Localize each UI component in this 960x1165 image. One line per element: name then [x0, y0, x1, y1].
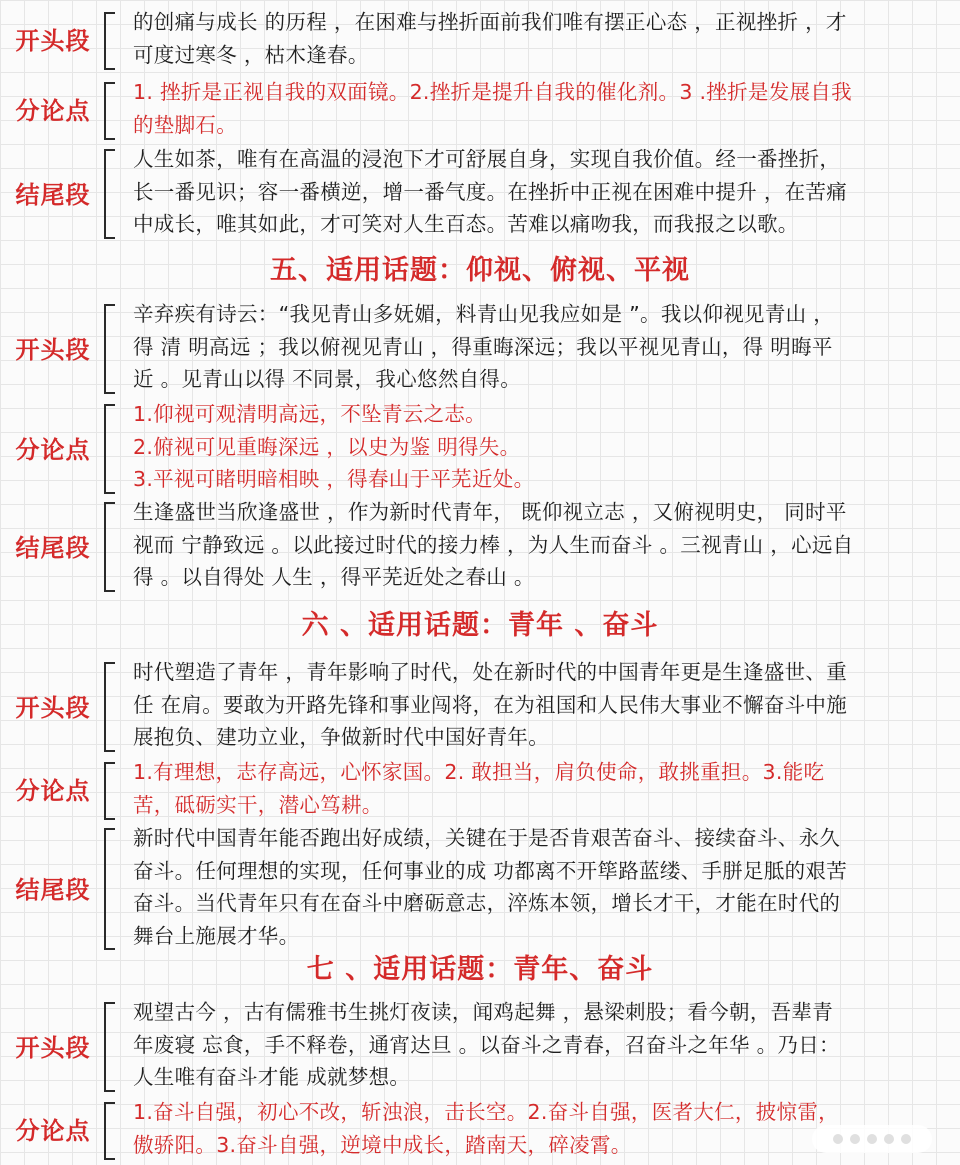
bracket-line	[104, 828, 115, 950]
text-line: 观望古今 ，古有儒雅书生挑灯夜读，闻鸡起舞 ，悬梁刺股；看今朝，吾辈青	[133, 1000, 834, 1024]
text-line: 1.仰视可观清明高远，不坠青云之志。	[133, 402, 486, 426]
text-line: 视而 宁静致远 。以此接过时代的接力棒 ，为人生而奋斗 。三视青山 ，心远自	[133, 532, 854, 557]
opening-paragraph-block	[0, 656, 960, 754]
text-line: 得 。以自得处 人生 ，得平芜近处之春山 。	[133, 565, 535, 590]
block-label: 结尾段	[15, 875, 91, 904]
text-line: 人生如茶，唯有在高温的浸泡下才可舒展自身，实现自我价值。经一番挫折，	[133, 147, 841, 171]
watermark-dot	[884, 1134, 894, 1144]
block-label: 开头段	[15, 693, 91, 722]
points-block	[0, 398, 960, 496]
block-label: 分论点	[15, 1117, 91, 1145]
block-label: 分论点	[15, 435, 91, 464]
bracket-line	[104, 662, 115, 752]
bracket-line	[104, 304, 115, 394]
bracket-line	[104, 502, 115, 592]
block-text	[133, 496, 943, 594]
closing-paragraph-block	[0, 822, 960, 952]
text-line: 任 在肩。要敢为开路先锋和事业闯将，在为祖国和人民伟大事业不懈奋斗中施	[133, 692, 848, 717]
block-label: 开头段	[15, 27, 91, 55]
closing-paragraph-block	[0, 496, 960, 594]
section-heading: 六 、适用话题：青年 、奋斗	[301, 610, 659, 641]
bracket-line	[104, 12, 115, 70]
watermark-dot	[850, 1134, 860, 1144]
text-line: 人生唯有奋斗才能 成就梦想。	[133, 1065, 411, 1090]
text-line: 苦，砥砺实干，潜心笃耕。	[133, 792, 383, 817]
block-label: 分论点	[15, 97, 91, 125]
text-line: 奋斗。当代青年只有在奋斗中磨砺意志，淬炼本领，增长才干，才能在时代的	[133, 891, 841, 916]
text-line: 的垫脚石。	[133, 112, 237, 137]
text-line: 舞台上施展才华。	[133, 923, 300, 948]
opening-paragraph-block	[0, 298, 960, 396]
block-text	[133, 822, 943, 952]
bracket-line	[104, 82, 115, 140]
watermark-dot	[901, 1134, 911, 1144]
block-label: 开头段	[15, 1033, 91, 1062]
opening-paragraph-block	[0, 996, 960, 1094]
text-line: 新时代中国青年能否跑出好成绩，关键在于是否肯艰苦奋斗、接续奋斗、永久	[133, 826, 841, 850]
block-label: 开头段	[15, 335, 91, 364]
block-label: 结尾段	[15, 180, 91, 209]
closing-paragraph-block	[0, 143, 960, 241]
text-line: 时代塑造了青年 ，青年影响了时代，处在新时代的中国青年更是生逢盛世、重	[133, 660, 848, 684]
block-text	[133, 398, 943, 496]
bracket-line	[104, 762, 115, 820]
points-block	[0, 756, 960, 821]
points-block	[0, 76, 960, 141]
text-line: 傲骄阳。3.奋斗自强，逆境中成长，踏南天，碎凌霄。	[133, 1132, 632, 1157]
watermark	[812, 1125, 932, 1153]
block-text	[133, 143, 943, 241]
text-line: 1.有理想，志存高远，心怀家国。2. 敢担当，肩负使命，敢挑重担。3.能吃	[133, 760, 825, 784]
text-line: 年废寝 忘食，手不释卷，通宵达旦 。以奋斗之青春，召奋斗之年华 。乃日：	[133, 1032, 840, 1057]
section-heading: 七 、适用话题：青年、奋斗	[306, 954, 654, 985]
text-line: 2.俯视可见重晦深远 ，以史为鉴 明得失。	[133, 434, 521, 459]
bracket-line	[104, 1102, 115, 1160]
block-text	[133, 996, 943, 1094]
bracket-line	[104, 149, 115, 239]
section-heading: 五、适用话题：仰视、俯视、平视	[270, 255, 690, 286]
block-label: 分论点	[15, 777, 91, 805]
text-line: 3.平视可睹明暗相映 ，得春山于平芜近处。	[133, 467, 535, 492]
bracket-line	[104, 1002, 115, 1092]
text-line: 近 。见青山以得 不同景，我心悠然自得。	[133, 367, 522, 392]
block-text	[133, 76, 943, 141]
text-line: 1.奋斗自强，初心不改，斩浊浪，击长空。2.奋斗自强，医者大仁，披惊雷，	[133, 1100, 839, 1124]
watermark-dot	[867, 1134, 877, 1144]
text-line: 生逢盛世当欣逢盛世 ，作为新时代青年， 既仰视立志 ，又俯视明史， 同时平	[133, 500, 847, 524]
block-label: 结尾段	[15, 533, 91, 562]
text-line: 展抱负、建功立业，争做新时代中国好青年。	[133, 725, 549, 750]
block-text	[133, 298, 943, 396]
text-line: 辛弃疾有诗云：“我见青山多妩媚，料青山见我应如是 ”。我以仰视见青山 ，	[133, 302, 835, 326]
block-text	[133, 656, 943, 754]
bracket-line	[104, 404, 115, 494]
watermark-dot	[833, 1134, 843, 1144]
block-text	[133, 6, 943, 71]
text-line: 的创痛与成长 的历程 ，在困难与挫折面前我们唯有摆正心态 ，正视挫折 ，才	[133, 10, 847, 34]
text-line: 得 清 明高远 ；我以俯视见青山 ，得重晦深远；我以平视见青山，得 明晦平	[133, 334, 833, 359]
text-line: 可度过寒冬 ，枯木逢春。	[133, 42, 369, 67]
text-line: 奋斗。任何理想的实现，任何事业的成 功都离不开筚路蓝缕、手胼足胝的艰苦	[133, 858, 848, 883]
opening-paragraph-block	[0, 6, 960, 71]
text-line: 长一番见识；容一番横逆，增一番气度。在挫折中正视在困难中提升 ，在苦痛	[133, 179, 848, 204]
text-line: 1. 挫折是正视自我的双面镜。2.挫折是提升自我的催化剂。3 .挫折是发展自我	[133, 80, 852, 104]
block-text	[133, 756, 943, 821]
text-line: 中成长，唯其如此，才可笑对人生百态。苦难以痛吻我，而我报之以歌。	[133, 212, 799, 237]
